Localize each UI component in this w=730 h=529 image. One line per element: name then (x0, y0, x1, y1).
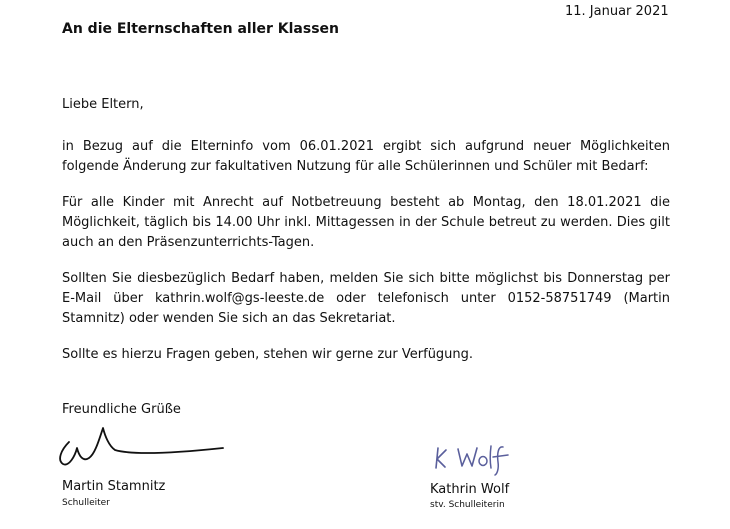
paragraph-care: Für alle Kinder mit Anrecht auf Notbetreuung besteht ab Montag, den 18.01.2021 die Möglichkeit, täglich bis 14.00 Uhr inkl. Mittagessen in der Schule betreut zu werden. Dies gilt auch an den Präsenzunterrichts-Tagen. (62, 195, 670, 250)
paragraph-contact: Sollten Sie diesbezüglich Bedarf haben, melden Sie sich bitte möglichst bis Donnerstag per E-Mail über kathrin.wolf@gs-leeste.de oder telefonisch unter 0152-58751749 (Martin Stamnitz) oder wenden Sie sich an das Sekretariat. (62, 271, 670, 326)
signature-name-stamnitz: Martin Stamnitz (62, 479, 166, 494)
paragraph-intro: in Bezug auf die Elterninfo vom 06.01.2021 ergibt sich aufgrund neuer Möglichkeiten folgende Änderung zur fakultativen Nutzung für alle Schülerinnen und Schüler mit Bedarf: (62, 139, 670, 174)
letter-heading: An die Elternschaften aller Klassen (62, 21, 339, 37)
signature-role-stamnitz: Schulleiter (62, 498, 110, 508)
signature-role-wolf: stv. Schulleiterin (430, 500, 505, 510)
letter-date: 11. Januar 2021 (565, 4, 669, 19)
signature-stamnitz (55, 422, 255, 472)
signature-name-wolf: Kathrin Wolf (430, 482, 510, 497)
closing: Freundliche Grüße (62, 402, 181, 417)
paragraph-questions: Sollte es hierzu Fragen geben, stehen wir gerne zur Verfügung. (62, 347, 474, 362)
signature-wolf (428, 442, 528, 478)
salutation: Liebe Eltern, (62, 97, 144, 112)
